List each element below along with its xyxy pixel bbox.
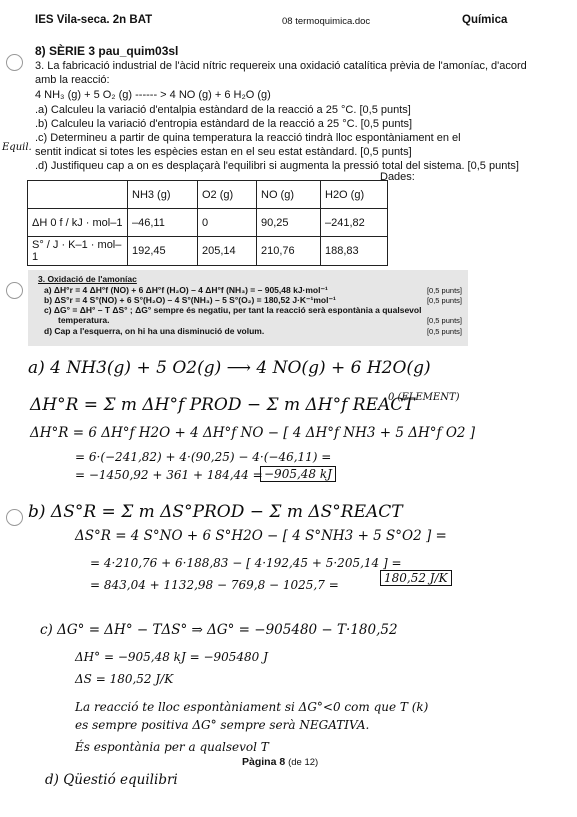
hw-a-eq2: ΔH°R = 6 ΔH°f H2O + 4 ΔH°f NO − [ 4 ΔH°f NH3 + 5 ΔH°f O2 ] bbox=[30, 425, 476, 441]
table-cell: S° / J · K–1 · mol–1 bbox=[28, 237, 128, 266]
hw-a-result: −905,48 kJ bbox=[260, 466, 336, 482]
problem-reaction: 4 NH₃ (g) + 5 O₂ (g) ------ > 4 NO (g) + 6 H₂O (g) bbox=[35, 89, 271, 101]
header-filename: 08 termoquimica.doc bbox=[282, 16, 371, 27]
hw-a-eq3: = 6·(−241,82) + 4·(90,25) − 4·(−46,11) = bbox=[75, 450, 332, 464]
hw-a-eq1: ΔH°R = Σ m ΔH°f PROD − Σ m ΔH°f REACT bbox=[30, 395, 415, 415]
page-number-total: (de 12) bbox=[288, 757, 319, 768]
question-b: .b) Calculeu la variació d'entropia estàndard de la reacció a 25 °C. [0,5 punts] bbox=[35, 118, 413, 130]
punch-hole-lower bbox=[6, 509, 23, 526]
table-header-cell: H2O (g) bbox=[321, 181, 388, 209]
header-subject: Química bbox=[462, 14, 508, 26]
question-a: .a) Calculeu la variació d'entalpia estàndard de la reacció a 25 °C. [0,5 punts] bbox=[35, 104, 411, 116]
solution-d-points: [0,5 punts] bbox=[426, 327, 462, 336]
punch-hole-top bbox=[6, 54, 23, 71]
table-cell: ΔH 0 f / kJ · mol–1 bbox=[28, 209, 128, 237]
hw-b-eq2: ΔS°R = 4 S°NO + 6 S°H2O − [ 4 S°NH3 + 5 S°O2 ] = bbox=[75, 528, 447, 544]
table-header-cell bbox=[28, 181, 128, 209]
hw-b-eq3: = 4·210,76 + 6·188,83 − [ 4·192,45 + 5·205,14 ] = bbox=[90, 556, 402, 570]
table-header-cell: NH3 (g) bbox=[128, 181, 198, 209]
hw-b-eq1: b) ΔS°R = Σ m ΔS°PROD − Σ m ΔS°REACT bbox=[28, 502, 403, 522]
question-d: .d) Justifiqueu cap a on es desplaçarà l'equilibri si augmenta la pressió total del sistema. [0,5 punts] bbox=[35, 160, 519, 172]
data-table bbox=[27, 180, 388, 266]
table-cell: 188,83 bbox=[321, 237, 388, 266]
punch-hole-middle bbox=[6, 282, 23, 299]
hw-b-eq4: = 843,04 + 1132,98 − 769,8 − 1025,7 = bbox=[90, 578, 339, 592]
question-c-line1: .c) Determineu a partir de quina temperatura la reacció tindrà lloc espontàniament en el bbox=[35, 132, 461, 144]
table-row bbox=[28, 209, 388, 237]
hw-c-eq3: ΔS = 180,52 J/K bbox=[75, 672, 174, 686]
table-header-cell: O2 (g) bbox=[198, 181, 257, 209]
table-cell: 0 bbox=[198, 209, 257, 237]
table-cell: 90,25 bbox=[257, 209, 321, 237]
solution-c-points: [0,5 punts] bbox=[426, 316, 462, 325]
solution-title: 3. Oxidació de l'amoníac bbox=[38, 274, 137, 284]
table-cell: –241,82 bbox=[321, 209, 388, 237]
hw-b-result: 180,52 J/K bbox=[380, 570, 452, 586]
hw-c-text1: La reacció te lloc espontàniament si ΔG°<0 com que T (k) bbox=[75, 700, 429, 714]
hw-c-text3: És espontània per a qualsevol T bbox=[75, 740, 269, 754]
question-c-line2: sentit indicat si totes les espècies estan en el seu estat estàndard. [0,5 punts] bbox=[35, 146, 412, 158]
solution-a: a) ΔH°r = 4 ΔH°f (NO) + 6 ΔH°f (H₂O) – 4 ΔH°f (NH₃) = – 905,48 kJ·mol⁻¹ bbox=[44, 285, 328, 295]
table-cell: –46,11 bbox=[128, 209, 198, 237]
page-number-label: Pàgina 8 bbox=[242, 756, 286, 768]
dades-label: Dades: bbox=[380, 171, 415, 183]
hw-c-eq1: c) ΔG° = ΔH° − TΔS° ⇒ ΔG° = −905480 − T·180,52 bbox=[40, 622, 398, 638]
table-header-row bbox=[28, 181, 388, 209]
hw-element-note: 0 (ELEMENT) bbox=[388, 392, 460, 403]
problem-title: 8) SÈRIE 3 pau_quim03sl bbox=[35, 44, 179, 58]
solution-c-line2: temperatura. bbox=[58, 315, 110, 325]
margin-note: Equil. bbox=[2, 142, 32, 153]
solution-b: b) ΔS°r = 4 S°(NO) + 6 S°(H₂O) – 4 S°(NH₃) – 5 S°(O₂) = 180,52 J·K⁻¹mol⁻¹ bbox=[44, 295, 336, 305]
solution-c-line1: c) ΔG° = ΔH° – T ΔS° ; ΔG° sempre és negatiu, per tant la reacció serà espontània a qualsevol bbox=[44, 305, 422, 315]
page-number bbox=[242, 756, 318, 768]
hw-c-text2: es sempre positiva ΔG° sempre serà NEGATIVA. bbox=[75, 718, 370, 732]
hw-c-eq2: ΔH° = −905,48 kJ = −905480 J bbox=[75, 650, 268, 664]
problem-intro-line2: amb la reacció: bbox=[35, 74, 110, 86]
solution-d: d) Cap a l'esquerra, on hi ha una disminució de volum. bbox=[44, 326, 265, 336]
table-cell: 205,14 bbox=[198, 237, 257, 266]
problem-intro-line1: 3. La fabricació industrial de l'àcid nítric requereix una oxidació catalítica prèvia de l'amoníac, d'acord bbox=[35, 60, 527, 72]
hw-a-reaction: a) 4 NH3(g) + 5 O2(g) ⟶ 4 NO(g) + 6 H2O(g) bbox=[28, 358, 431, 378]
table-header-cell: NO (g) bbox=[257, 181, 321, 209]
table-cell: 210,76 bbox=[257, 237, 321, 266]
table-row bbox=[28, 237, 388, 266]
header-school: IES Vila-seca. 2n BAT bbox=[35, 14, 153, 26]
hw-d-text: d) Qüestió equilibri bbox=[45, 772, 178, 788]
solution-b-points: [0,5 punts] bbox=[426, 296, 462, 305]
table-cell: 192,45 bbox=[128, 237, 198, 266]
hw-a-eq4: = −1450,92 + 361 + 184,44 = bbox=[75, 468, 263, 482]
solution-box bbox=[28, 270, 468, 346]
solution-a-points: [0,5 punts] bbox=[426, 286, 462, 295]
